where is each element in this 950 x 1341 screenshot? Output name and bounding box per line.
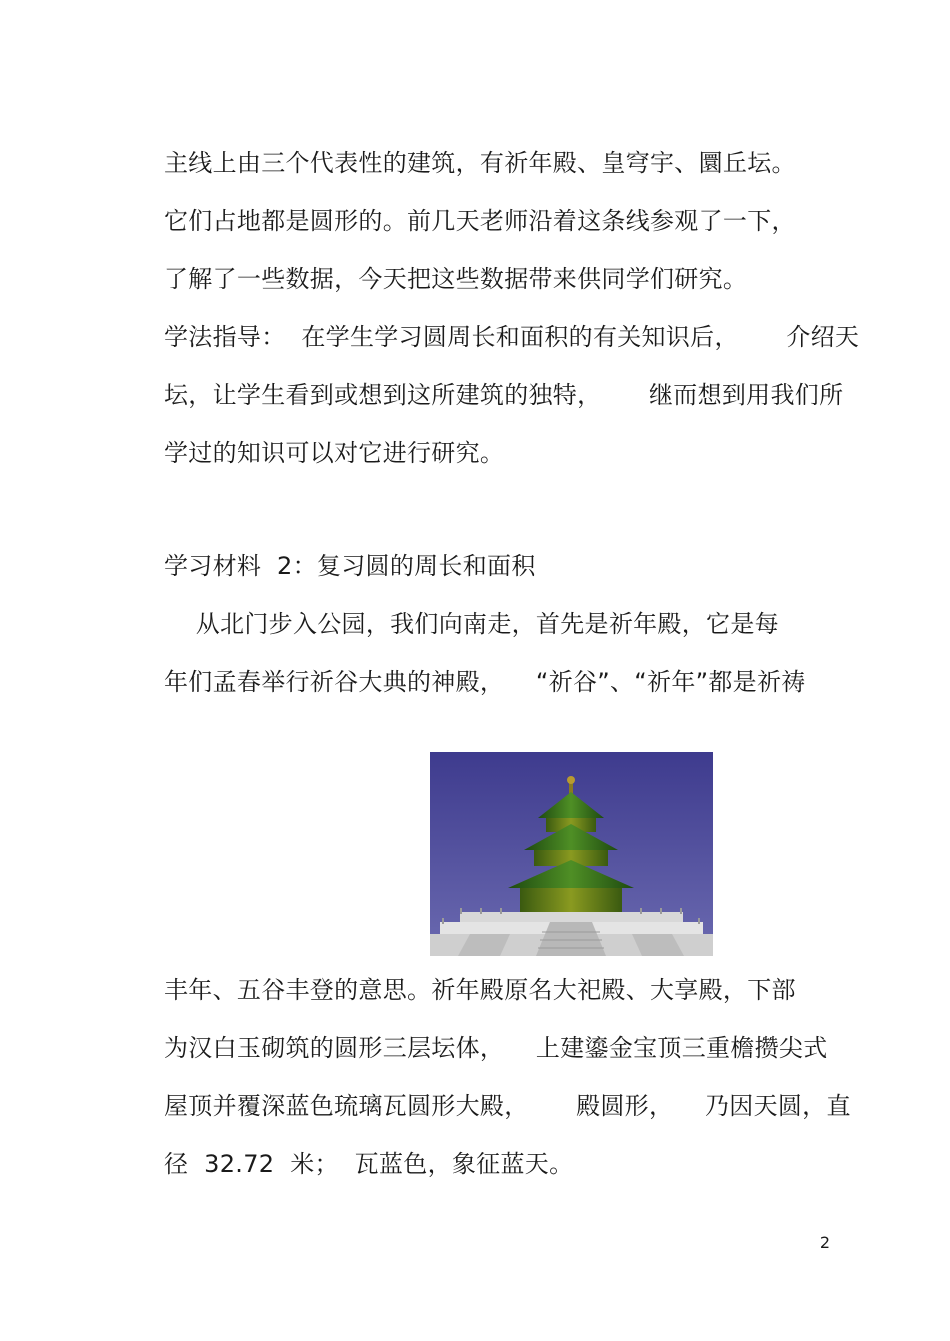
text-line: 屋顶并覆深蓝色琉璃瓦圆形大殿， 殿圆形， 乃因天圆，直	[164, 1092, 851, 1120]
text-line: 坛，让学生看到或想到这所建筑的独特， 继而想到用我们所	[164, 381, 844, 409]
text-line: 为汉白玉砌筑的圆形三层坛体， 上建鎏金宝顶三重檐攒尖式	[164, 1034, 828, 1062]
text-line: 从北门步入公园，我们向南走，首先是祈年殿，它是每	[164, 610, 779, 638]
text-line: 学法指导： 在学生学习圆周长和面积的有关知识后， 介绍天	[164, 323, 860, 351]
temple-photo	[430, 752, 713, 956]
text-line: 主线上由三个代表性的建筑，有祈年殿、皇穹宇、圜丘坛。	[164, 149, 796, 177]
text-line: 径 32.72 米； 瓦蓝色，象征蓝天。	[164, 1150, 574, 1178]
text-line: 了解了一些数据，今天把这些数据带来供同学们研究。	[164, 265, 748, 293]
text-line: 它们占地都是圆形的。前几天老师沿着这条线参观了一下，	[164, 207, 796, 235]
page-number: 2	[819, 1233, 830, 1252]
text-line: 学过的知识可以对它进行研究。	[164, 439, 505, 467]
text-line: 年们孟春举行祈谷大典的神殿， “祈谷”、“祈年”都是祈祷	[164, 668, 806, 696]
temple-illustration	[430, 752, 713, 956]
section-heading: 学习材料 2：复习圆的周长和面积	[164, 552, 536, 580]
text-line: 丰年、五谷丰登的意思。祈年殿原名大祀殿、大享殿，下部	[164, 976, 796, 1004]
